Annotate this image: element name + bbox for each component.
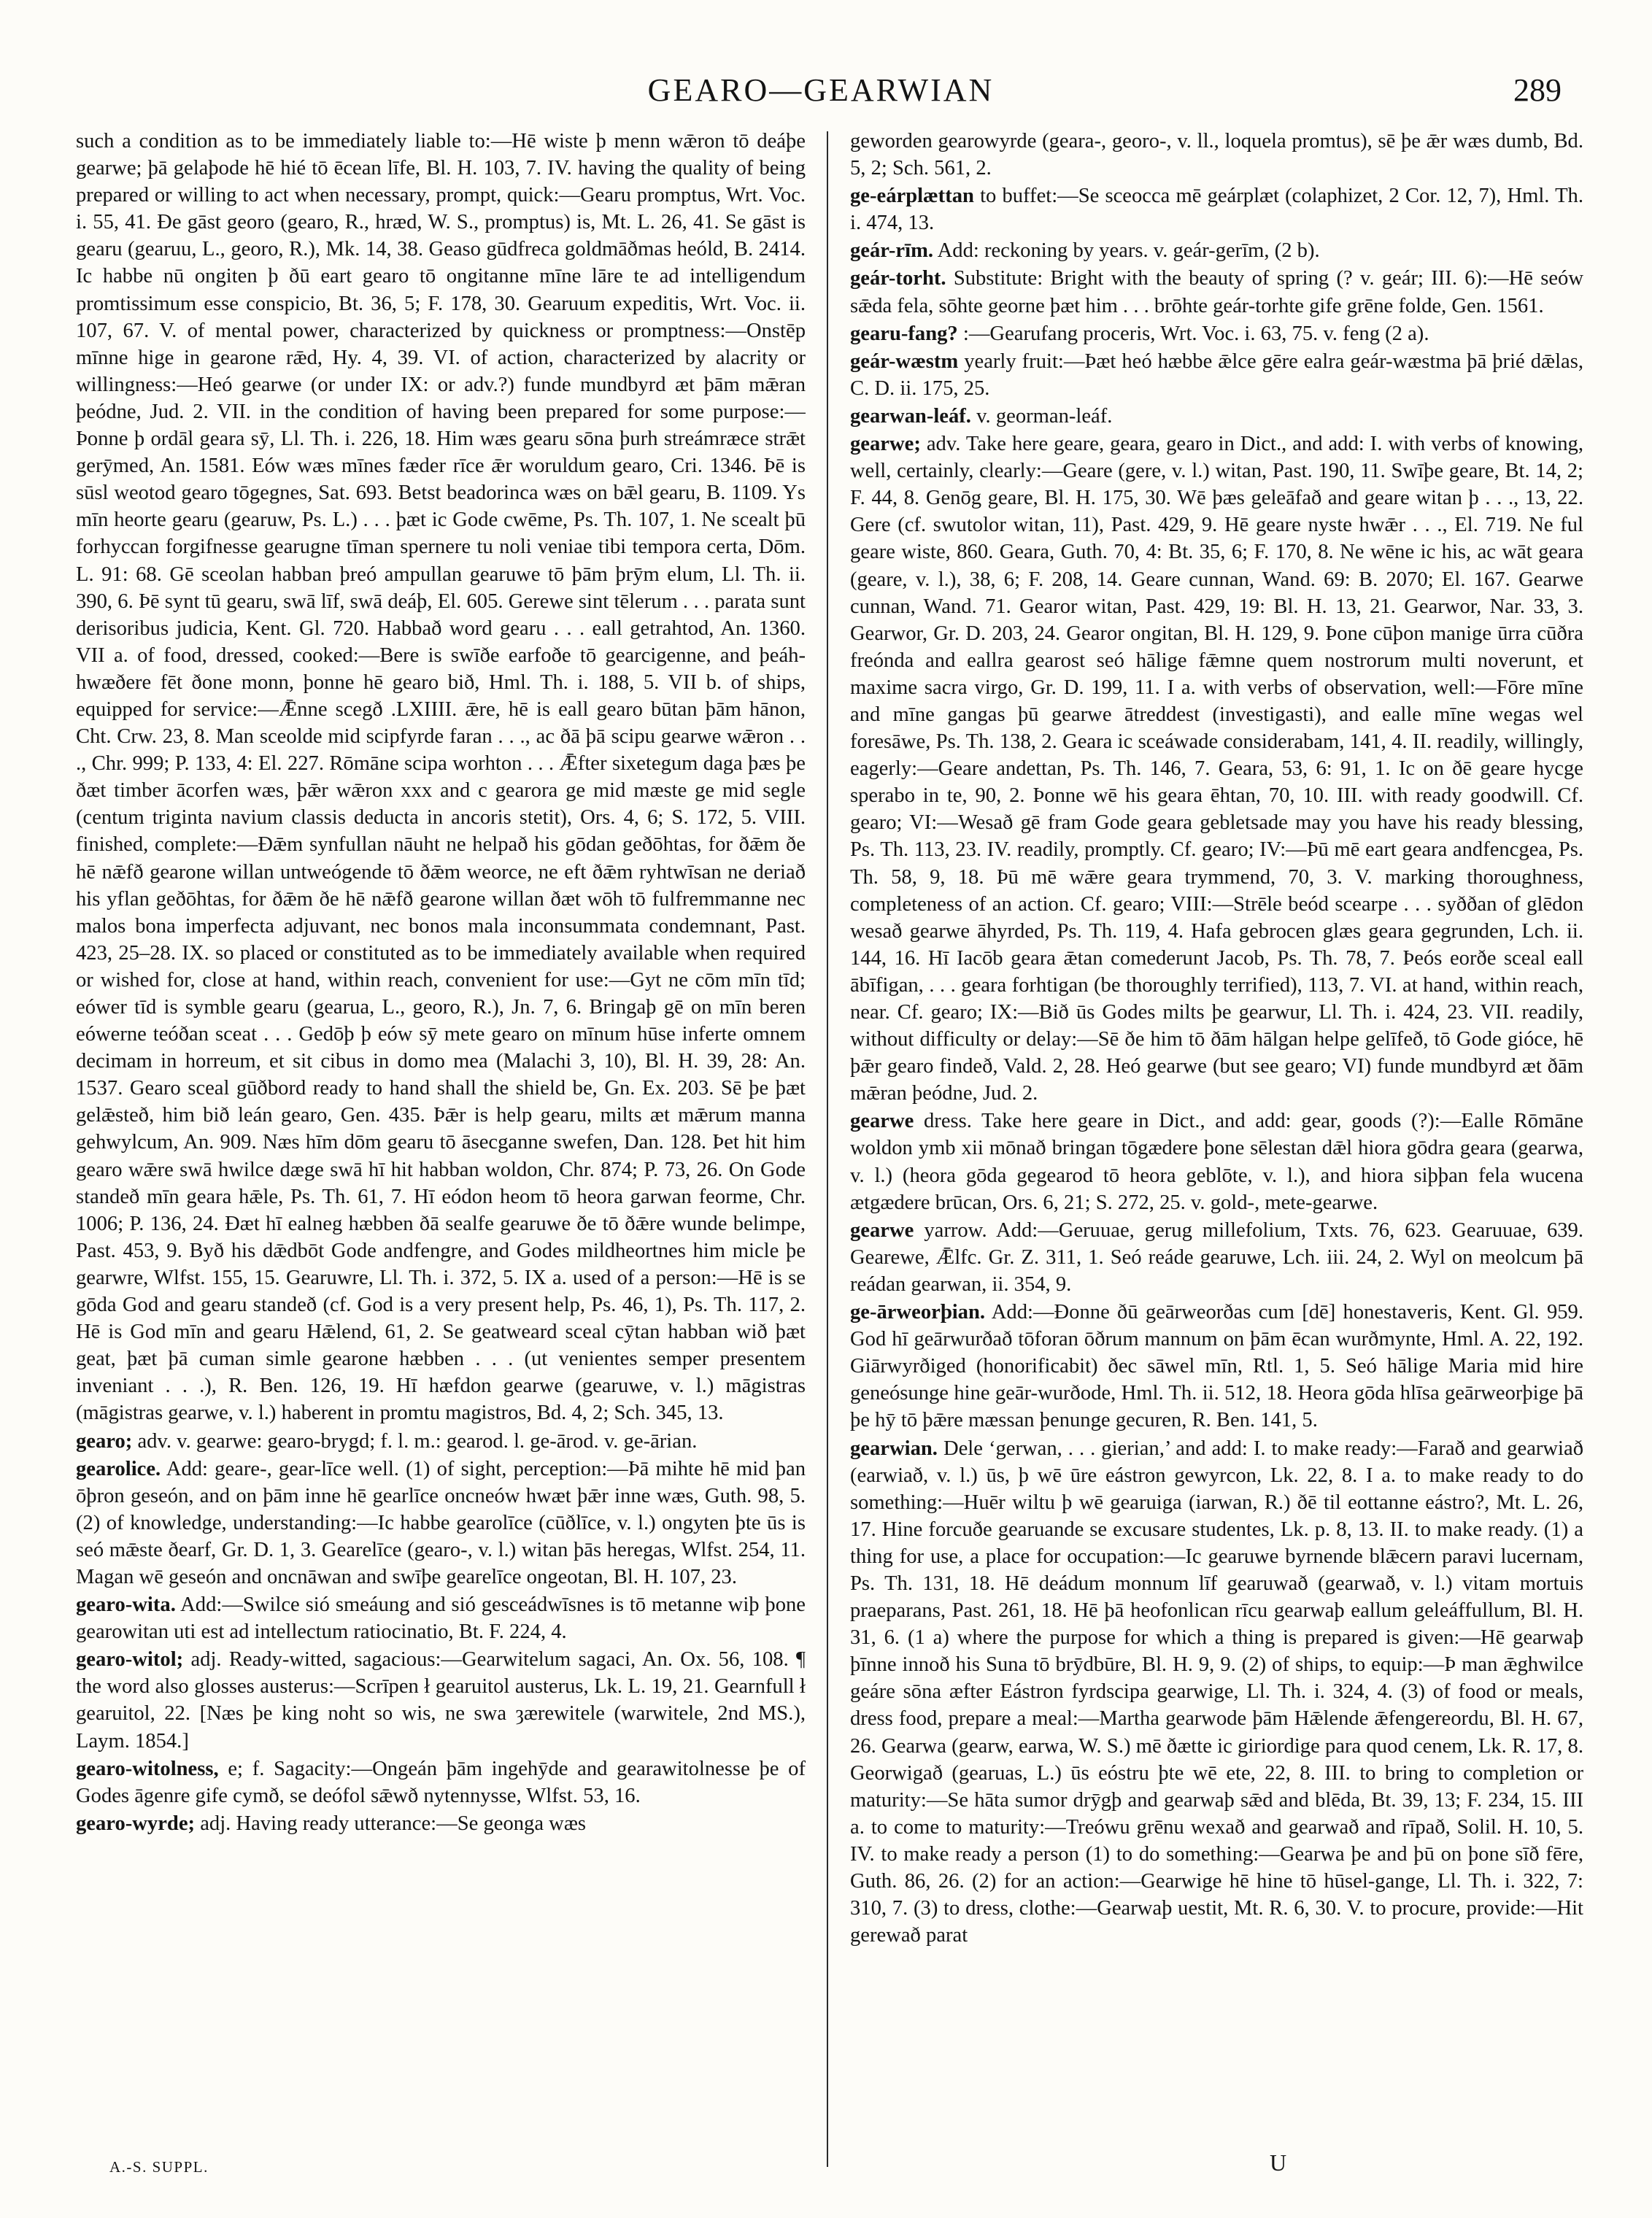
left-column-entry (76, 1456, 806, 1591)
headword: gearolice. (76, 1457, 161, 1480)
entry-text: Add: reckoning by years. v. geár-gerīm, (2 b). (937, 239, 1320, 263)
headword: geár-rīm. (850, 239, 934, 263)
entry-text: geworden gearowyrde (geara-, georo-, v. ll., loquela promtus), sē þe ǣr wæs dumb, Bd. 5, 2; Sch. 561, 2. (850, 130, 1583, 180)
right-column-entry (850, 182, 1583, 236)
right-column-entry (850, 265, 1583, 319)
headword: gearwe (850, 1110, 914, 1133)
column-rule (827, 131, 828, 2167)
entry-text: Dele ‘gerwan, . . . gierian,’ and add: I. to make ready:—Farað and gearwiað (earwiað, v. l.) ūs, þ wē ūre eástron gewyrcon, Lk. 22, 8. I a. to make ready to do something:—Huēr wiltu þ wē gearuiga (iarwan, R.) ðē til eottanne eástro?, Mt. L. 26, 17. Hine forcuðe gearuande se excusare studentes, Lk. p. 8, 13. II. to make ready. (1) a thing for use, a place for occupation:—Ic gearuwe byrnende blǣcern paravi lucernam, Ps. Th. 131, 18. Hē deádum monnum līf gearuwað (gearwað, v. l.) vitam mortuis praeparans, Past. 261, 18. Hē þā heofonlican rīcu gearwaþ eallum geleáffullum, Bl. H. 31, 6. (1 a) where the purpose for which a thing is prepared is given:—Hē gearwaþ þīnne innoð his Suna tō brȳdbūre, Bl. H. 9, 9. (2) of ships, to equip:—Þ man ǣghwilce geáre sōna æfter Eástron fyrdscipa gearwige, Ll. Th. i. 324, 4. (3) of food or meals, dress food, prepare a meal:—Martha gearwode þām Hǣlende ǣfengereordu, Bl. H. 67, 26. Gearwa (gearw, earwa, W. S.) mē ðætte ic giriordige para quod cenem, Lk. R. 17, 8. Georwigað (gearuas, L.) ūs eóstru þte wē ete, 22, 8. III. to bring to completion or maturity:—Se hāta sumor drȳgþ and gearwaþ sǣd and blēda, Bt. 39, 13; F. 234, 15. III a. to come to maturity:—Treówu grēnu wexað and gearwað and rīpað, Solil. H. 10, 5. IV. to make ready a person (1) to do something:—Gearwa þe and þū on þone sīð fēre, Guth. 86, 26. (2) for an action:—Gearwige hē hine tō hūsel-gange, Ll. Th. i. 322, 7: 310, 7. (3) to dress, clothe:—Gearwaþ uestit, Mt. R. 6, 30. V. to procure, provide:—Hit gerewað parat (850, 1437, 1583, 1947)
left-column-entry (76, 1810, 806, 1837)
headword: gearwe (850, 1218, 914, 1242)
right-column-entry (850, 1217, 1583, 1298)
entry-text: to buffet:—Se sceocca mē geárplæt (colaphizet, 2 Cor. 12, 7), Hml. Th. i. 474, 13. (850, 185, 1583, 235)
right-column-entry (850, 348, 1583, 402)
running-head: GEARO—GEARWIAN (647, 72, 995, 108)
headword: gearwan-leáf. (850, 404, 971, 428)
signature-mark: A.-S. SUPPL. (109, 2158, 209, 2176)
headword: ge-ārweorþian. (850, 1301, 986, 1324)
entry-text: e; f. Sagacity:—Ongeán þām ingehȳde and gearawitolnesse þe of Godes āgenre gife cymð, se deófol sǣwð nytennysse, Wlfst. 53, 16. (76, 1757, 806, 1807)
headword: gearo; (76, 1429, 133, 1453)
left-column (76, 128, 806, 2141)
entry-text: Add:—Swilce sió smeáung and sió gesceádwīsnes is tō metanne wiþ þone gearowitan uti est ad intellectum ratiocinatio, Bt. F. 224, 4. (76, 1593, 806, 1644)
headword: geár-wæstm (850, 349, 959, 373)
right-column-entry (850, 1435, 1583, 1950)
entry-text: Add: geare-, gear-līce well. (1) of sight, perception:—Þā mihte hē mid þan ōþron geseón, and on þām inne hē gearlīce oncneów hwæt þǣr inne wæs, Guth. 98, 5. (2) of knowledge, understanding:—Ic habbe gearolīce (cūðlīce, v. l.) ongyten þte ūs is seó mǣste ðearf, Gr. D. 1, 3. Gearelīce (gearo-, v. l.) witan þās heregas, Wlfst. 254, 11. Magan wē geseón and oncnāwan and swīþe gearelīce ongeotan, Bl. H. 107, 23. (76, 1457, 806, 1588)
entry-text: adj. Having ready utterance:—Se geonga wæs (200, 1812, 587, 1835)
entry-text: Add:—Ðonne ðū geārweorðas cum [dē] honestaveris, Kent. Gl. 959. God hī geārwurðað tōforan ōðrum mannum on þām ēcan wurðmynte, Hml. A. 22, 192. Giārwyrðiged (honorificabit) ðec sāwel mīn, Rtl. 1, 5. Seó hālige Maria mid hire geneósunge hine geār-wurðode, Hml. Th. ii. 512, 18. Heora gōda hlīsa geārweorþige þā þe hȳ tō þǣre mæssan þenunge gecuren, R. Ben. 141, 5. (850, 1301, 1583, 1432)
right-column-entry (850, 128, 1583, 182)
page-header (80, 64, 1562, 115)
page-number: 289 (1513, 72, 1562, 108)
left-column-entry (76, 1646, 806, 1754)
entry-text: such a condition as to be immediately liable to:—Hē wiste þ menn wǣron tō deáþe gearwe; þā gelaþode hē hié tō ēcean līfe, Bl. H. 103, 7. IV. having the quality of being prepared or willing to act when necessary, prompt, quick:—Gearu promptus, Wrt. Voc. i. 55, 41. Ðe gāst georo (gearo, R., hræd, W. S., promptus) is, Mt. L. 26, 41. Se gāst is gearu (gearuu, L., georo, R.), Mk. 14, 38. Geaso gūdfreca goldmāðmas heóld, B. 2414. Ic habbe nū ongiten þ ðū eart gearo tō ongitanne mīne lāre te ad intelligendum promtissimum esse conspicio, Bt. 36, 5; F. 178, 30. Gearuum expeditis, Wrt. Voc. ii. 107, 67. V. of mental power, characterized by quickness or promptness:—Onstēp mīnne hige in gearone rǣd, Hy. 4, 39. VI. of action, characterized by alacrity or willingness:—Heó gearwe (or under IX: or adv.?) funde mundbyrd æt þām mǣran þeódne, Jud. 2. VII. in the condition of having been prepared for some purpose:—Þonne þ ordāl geara sȳ, Ll. Th. i. 226, 18. Him wæs gearu sōna þurh streámræce strǣt gerȳmed, An. 1581. Eów wæs mīnes fæder rīce ǣr woruldum gearo, Cri. 1346. Þē is sūsl weotod gearo tōgegnes, Sat. 693. Betst beadorinca wæs on bǣl gearu, B. 1109. Ys mīn heorte gearu (gearuw, Ps. L.) . . . þæt ic Gode cwēme, Ps. Th. 107, 1. Ne scealt þū forhyccan forgifnesse gearugne tīman spernere tu noli veniae tibi tempora certa, Dōm. L. 91: 68. Gē sceolan habban þreó ampullan gearuwe tō þām þrȳm elum, Ll. Th. ii. 390, 6. Þē synt tū gearu, swā līf, swā deáþ, El. 605. Gerewe sint tēlerum . . . parata sunt derisoribus judicia, Kent. Gl. 720. Habbað word gearu . . . eall getrahtod, An. 1360. VII a. of food, dressed, cooked:—Bere is swīðe earfoðe tō gearcigenne, and þeáh-hwæðere fēt ðone monn, þonne hē gearo bið, Hml. Th. i. 188, 5. VII b. of ships, equipped for service:—Ǣnne scegð .LXIIII. ǣre, hē is eall gearo būtan þām hānon, Cht. Crw. 23, 8. Man sceolde mid scipfyrde faran . . ., ac ðā þā scipu gearwe wǣron . . ., Chr. 999; P. 133, 4: El. 227. Rōmāne scipa worhton . . . Ǣfter sixetegum daga þæs þe ðæt timber ācorfen wæs, þǣr wǣron xxx and c gearora ge mid mæste ge mid segle (centum triginta navium classis deducta in ancoris stetit), Ors. 4, 6; S. 172, 5. VIII. finished, complete:—Ðǣm synfullan nāuht ne helpað his gōdan geðōhtas, for ðǣm ðe hē nǣfð gearone willan untweógende tō ðǣm weorce, ne eft ðǣm ryhtwīsan ne deriað his yflan geðōhtas, for ðǣm ðe hē nǣfð gearone willan ðæt wōh tō fulfremmanne nec malos bona imperfecta adjuvant, nec bonos mala inconsummata condemnant, Past. 423, 25–28. IX. so placed or constituted as to be immediately available when required or wished for, close at hand, within reach, convenient for use:—Gyt ne cōm mīn tīd; eówer tīd is symble gearu (gearua, L., georo, R.), Jn. 7, 6. Bringaþ gē on mīn beren eówerne teóðan sceat . . . Gedōþ þ eów sȳ mete gearo on mīnum hūse inferte omnem decimam in horreum, et sit cibus in domo mea (Malachi 3, 10), Bl. H. 39, 28: An. 1537. Gearo sceal gūðbord ready to hand shall the shield be, Gn. Ex. 203. Sē þe þæt gelǣsteð, him bið leán gearo, Gen. 435. Þǣr is help gearu, milts æt mǣrum manna gehwylcum, An. 909. Næs hīm dōm gearu tō āsecganne swefen, Dan. 128. Þet hit him gearo wǣre swā hwilce dæge swā hī hit habban woldon, Chr. 874; P. 73, 26. On Gode standeð mīn geara hǣle, Ps. Th. 61, 7. Hī eódon heom tō heora garwan feorme, Chr. 1006; P. 136, 24. Ðæt hī ealneg hæbben ðā sealfe gearuwe ðe tō ðǣre wunde belimpe, Past. 453, 9. Byð his dǣdbōt Gode andfengre, and Godes mildheortnes him micle þe gearwre, Wlfst. 155, 15. Gearuwre, Ll. Th. i. 372, 5. IX a. used of a person:—Hē is se gōda God and gearu standeð (cf. God is a very present help, Ps. 46, 1), Ps. Th. 117, 2. Hē is God mīn and gearu Hǣlend, 61, 2. Se geatweard sceal cȳtan habban wið þæt geat, þæt þā cuman simle gearone hæbben . . . (ut venientes semper presentem inveniant . . .), R. Ben. 126, 19. Hī hæfdon gearwe (gearuwe, v. l.) māgistras (māgistras gearwe, v. l.) haberent in promtu magistros, Bd. 4, 2; Sch. 345, 13. (76, 130, 806, 1425)
right-column-entry (850, 320, 1583, 347)
headword: gearwian. (850, 1437, 938, 1460)
entry-text: v. georman-leáf. (976, 404, 1113, 428)
entry-text: dress. Take here geare in Dict., and add: gear, goods (?):—Ealle Rōmāne woldon ymb xii mōnað bringan tōgædere þone sēlestan dǣl hiora gōdra geara (gearwa, v. l.) (heora gōda gegearod tō heora geblōte, v. l.), and hiora siþþan fela wucena ætgædere brūcan, Ors. 6, 21; S. 272, 25. v. gold-, mete-gearwe. (850, 1110, 1583, 1214)
entry-text: adj. Ready-witted, sagacious:—Gearwitelum sagaci, An. Ox. 56, 108. ¶ the word also glosses austerus:—Scrīpen ł gearuitol austerus, Lk. L. 19, 21. Gearnfull ł gearuitol, 22. [Næs þe king noht so wis, ne swa ȝærewitele (warwitele, 2nd MS.), Laym. 1854.] (76, 1648, 806, 1753)
entry-text: Substitute: Bright with the beauty of spring (? v. geár; III. 6):—Hē seów sǣda fela, sōhte georne þæt him . . . brōhte geár-torhte gife grēne folde, Gen. 1561. (850, 267, 1583, 317)
headword: gearwe; (850, 433, 921, 456)
headword: gearo-witolness, (76, 1757, 219, 1780)
right-column-entry (850, 1299, 1583, 1434)
entry-text: :—Gearufang proceris, Wrt. Voc. i. 63, 75. v. feng (2 a). (962, 322, 1429, 345)
headword: ge-eárplættan (850, 185, 974, 208)
entry-text: yearly fruit:—Þæt heó hæbbe ǣlce gēre ealra geár-wæstma þā þrié dǣlas, C. D. ii. 175, 25. (850, 349, 1583, 400)
left-column-entry (76, 1591, 806, 1645)
entry-text: adv. v. gearwe: gearo-brygd; f. l. m.: gearod. l. ge-ārod. v. ge-ārian. (137, 1429, 698, 1453)
headword: gearo-wyrde; (76, 1812, 196, 1835)
headword: geár-torht. (850, 267, 946, 290)
left-column-entry (76, 1755, 806, 1809)
right-column (850, 128, 1583, 2141)
right-column-entry (850, 1108, 1583, 1216)
right-column-entry (850, 237, 1583, 264)
entry-text: yarrow. Add:—Geruuae, gerug millefolium, Txts. 76, 623. Gearuuae, 639. Gearewe, Ǣlfc. Gr. Z. 311, 1. Seó reáde gearuwe, Lch. iii. 24, 2. Wyl on meolcum þā reádan gearwan, ii. 354, 9. (850, 1218, 1583, 1296)
left-column-entry (76, 128, 806, 1427)
right-column-entry (850, 403, 1583, 430)
headword: gearo-witol; (76, 1648, 184, 1672)
right-column-entry (850, 430, 1583, 1107)
sheet-letter: U (1270, 2149, 1287, 2176)
left-column-entry (76, 1428, 806, 1455)
entry-text: adv. Take here geare, geara, gearo in Dict., and add: I. with verbs of knowing, well, certainly, clearly:—Geare (gere, v. l.) witan, Past. 190, 11. Swīþe geare, Bt. 14, 2; F. 44, 8. Genōg geare, Bl. H. 175, 30. Wē þæs geleāfað and geare witan þ . . ., 13, 22. Gere (cf. swutolor witan, 11), Past. 429, 9. Hē geare nyste hwǣr . . ., El. 719. Ne ful geare wiste, 860. Geara, Guth. 70, 4: Bt. 35, 6; F. 170, 8. Ne wēne ic his, ac wāt geara (geare, v. l.), 38, 6; F. 208, 14. Geare cunnan, Wand. 69: B. 2070; El. 167. Gearwe cunnan, Wand. 71. Gearor witan, Past. 429, 19: Bl. H. 13, 21. Gearwor, Nar. 33, 3. Gearwor, Gr. D. 203, 24. Gearor ongitan, Bl. H. 129, 9. Þone cūþon manige ūrra cūðra freónda and eallra gearost seó hālige fǣmne quem nostrorum multi noverunt, et maxime sacra virgo, Gr. D. 199, 11. I a. with verbs of observation, well:—Fōre mīne and mīne gangas þū gearwe ātreddest (investigasti), and ealle mīne wegas wel foresāwe, Ps. Th. 138, 2. Geara ic sceáwade considerabam, 141, 4. II. readily, willingly, eagerly:—Geare andettan, Ps. Th. 146, 7. Geara, 53, 6: 91, 1. Ic on ðē geare hycge sperabo in te, 90, 2. Þonne wē his geara ēhtan, 70, 10. III. with ready goodwill. Cf. gearo; VI:—Wesað gē fram Gode geara gebletsade may you have his ready blessing, Ps. Th. 113, 23. IV. readily, promptly. Cf. gearo; IV:—Þū mē eart geara andfencgea, Ps. Th. 58, 9, 18. Þū mē wǣre geara trymmend, 70, 3. V. marking thoroughness, completeness of an action. Cf. gearo; VIII:—Strēle beód scearpe . . . syððan of glēdon wesað gearwe āhyrded, Ps. Th. 119, 4. Hafa gebrocen glæs geara gegrunden, Lch. ii. 144, 16. Hī Iacōb geara ǣtan comederunt Jacob, Ps. Th. 78, 7. Þeós eorðe sceal eall ābīfigan, . . . geara forhtigan (be thoroughly terrified), 113, 7. VI. at hand, within reach, near. Cf. gearo; IX:—Bið ūs Godes milts þe gearwur, Ll. Th. i. 424, 23. VII. readily, without difficulty or delay:—Sē ðe him tō ðām hālgan helpe gelīfeð, tō Gode gióce, hē þǣr gearo findeð, Vald. 2, 28. Heó gearwe (but see gearo; VI) funde mundbyrd æt ðām mǣran þeódne, Jud. 2. (850, 433, 1583, 1105)
headword: gearu-fang? (850, 322, 958, 345)
headword: gearo-wita. (76, 1593, 176, 1617)
